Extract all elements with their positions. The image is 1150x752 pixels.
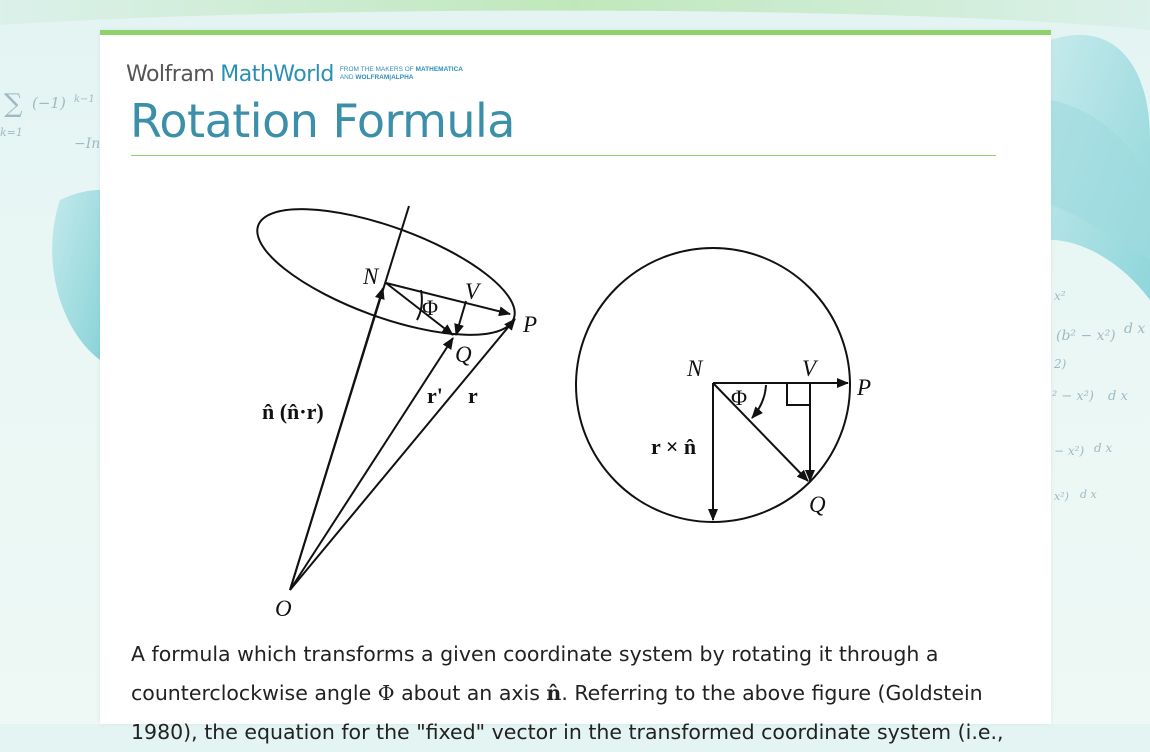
svg-text:k−1: k−1 <box>74 94 95 105</box>
svg-text:− x²): − x²) <box>1054 444 1085 458</box>
body-line-3: 1980), the equation for the "fixed" vector in the transformed coordinate system (i.e., <box>131 720 1004 744</box>
svg-text:k=1: k=1 <box>0 126 23 139</box>
body-line-2-a: counterclockwise angle <box>131 681 378 705</box>
tagline-line2-prefix: AND <box>339 74 356 81</box>
body-line-1: A formula which transforms a given coordinate system by rotating it through a <box>131 642 939 666</box>
page-title: Rotation Formula <box>130 94 515 148</box>
svg-text:∑: ∑ <box>4 89 23 119</box>
body-line-2-b: about an axis <box>394 681 547 705</box>
vector-n-projection <box>290 288 383 590</box>
svg-text:−In: −In <box>74 136 101 152</box>
svg-text:² − x²): ² − x²) <box>1052 389 1094 404</box>
label-r: r <box>468 383 478 408</box>
vector-nq-right <box>713 383 808 481</box>
label-cross-product: r × n̂ <box>651 434 697 459</box>
label-r-prime: r' <box>427 383 443 408</box>
n-hat-symbol: n̂ <box>546 681 562 705</box>
svg-text:d x: d x <box>1094 441 1113 455</box>
rotation-figure <box>250 173 890 621</box>
vector-r-prime <box>290 338 453 590</box>
tagline-mathematica: MATHEMATICA <box>415 66 463 73</box>
body-line-2-c: . Referring to the above figure (Goldstein <box>561 681 983 705</box>
angle-arc-right <box>752 385 766 418</box>
article-body <box>131 635 1011 752</box>
vector-vq <box>456 301 466 335</box>
svg-text:(−1): (−1) <box>32 94 66 112</box>
label-v-right: V <box>802 356 817 381</box>
label-n-left: N <box>363 264 379 289</box>
label-phi-right: Φ <box>731 385 748 410</box>
svg-text:d x: d x <box>1108 389 1128 404</box>
body-line-2 <box>131 674 1011 713</box>
title-divider <box>131 155 996 156</box>
svg-text:d x: d x <box>1080 488 1097 501</box>
label-p-left: P <box>523 312 538 337</box>
label-phi-left: Φ <box>422 295 439 320</box>
site-logo[interactable] <box>126 61 463 87</box>
label-p-right: P <box>857 375 872 400</box>
label-q-right: Q <box>809 492 826 517</box>
logo-wolfram-text: Wolfram <box>126 61 215 87</box>
label-n-projection: n̂ (n̂·r) <box>262 399 324 424</box>
label-o: O <box>275 596 292 621</box>
rotation-ellipse <box>243 183 529 361</box>
content-card <box>100 30 1051 744</box>
svg-text:x²): x²) <box>1054 490 1069 503</box>
label-v-left: V <box>465 279 480 304</box>
svg-text:(b² − x²): (b² − x²) <box>1056 328 1116 344</box>
right-angle-mark <box>787 383 810 405</box>
logo-mathworld-text: MathWorld <box>220 61 334 87</box>
vector-r <box>290 319 515 590</box>
svg-text:2): 2) <box>1054 357 1067 371</box>
label-q-left: Q <box>455 342 472 367</box>
svg-text:x²: x² <box>1054 289 1066 303</box>
label-n-right: N <box>687 356 703 381</box>
tagline-wolframalpha: WOLFRAM|ALPHA <box>355 74 414 81</box>
tagline-line1-prefix: FROM THE MAKERS OF <box>339 66 416 73</box>
svg-text:d x: d x <box>1124 321 1146 337</box>
logo-tagline <box>340 66 463 82</box>
phi-symbol: Φ <box>377 681 395 705</box>
